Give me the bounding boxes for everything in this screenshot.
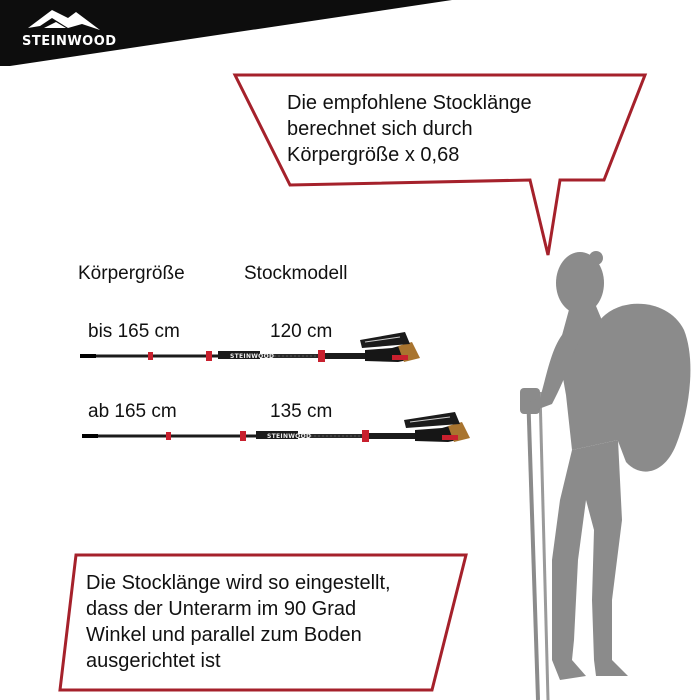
row2-body-height: ab 165 cm <box>88 401 177 422</box>
row1-pole-model: 120 cm <box>270 321 333 342</box>
row1-body-height: bis 165 cm <box>88 321 180 342</box>
note-line: Die Stocklänge wird so eingestellt, <box>86 572 391 594</box>
note-line: Winkel und parallel zum Boden <box>86 624 362 646</box>
pole-135-logo: STEINWOOD <box>267 433 312 440</box>
note-line: ausgerichtet ist <box>86 650 221 672</box>
tip-line: berechnet sich durch <box>287 118 473 140</box>
brand-logo-text: STEINWOOD <box>22 34 117 49</box>
note-line: dass der Unterarm im 90 Grad <box>86 598 357 620</box>
row2-pole-model: 135 cm <box>270 401 333 422</box>
pole-120-logo: STEINWOOD <box>230 353 275 360</box>
tip-line: Die empfohlene Stocklänge <box>287 92 532 114</box>
header-pole-model: Stockmodell <box>244 263 348 284</box>
hiker-silhouette-icon <box>520 251 690 700</box>
tip-line: Körpergröße x 0,68 <box>287 144 460 166</box>
header-body-height: Körpergröße <box>78 263 185 284</box>
